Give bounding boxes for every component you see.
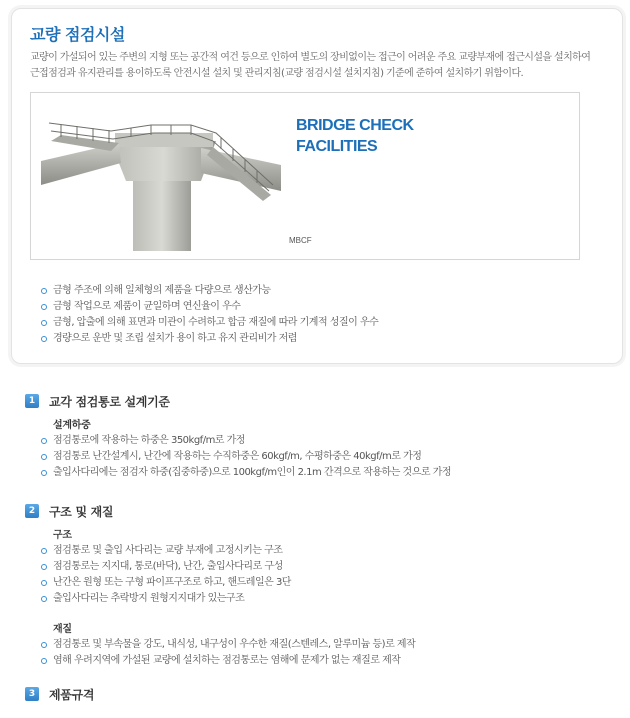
bullet-icon [41, 320, 47, 326]
bullet-icon [41, 596, 47, 602]
subsection-title-material: 재질 [53, 624, 72, 635]
list-item: 출입사다리는 추락방지 원형지지대가 있는구조 [41, 591, 291, 607]
list-item: 출입사다리에는 점검자 하중(집중하중)으로 100kgf/m인이 2.1m 간격으로 작용하는 것으로 가정 [41, 465, 451, 481]
intro-title: 교량 점검시설 [30, 25, 125, 44]
bullet-icon [41, 470, 47, 476]
section-title: 구조 및 재질 [49, 505, 114, 519]
structure-list [41, 543, 291, 607]
bullet-icon [41, 336, 47, 342]
bullet-icon [41, 288, 47, 294]
product-image-box [30, 92, 580, 260]
list-item: 금형, 압출에 의해 표면과 미관이 수려하고 합금 재질에 따라 기계적 성질이 우수 [41, 315, 378, 331]
list-item: 점검통로는 지지대, 통로(바닥), 난간, 출입사다리로 구성 [41, 559, 291, 575]
bullet-icon [41, 454, 47, 460]
bullet-icon [41, 658, 47, 664]
product-code: MBCF [289, 236, 312, 245]
subsection-title-design-load: 설계하중 [53, 420, 91, 431]
product-name: BRIDGE CHECK FACILITIES [296, 117, 414, 155]
list-item: 난간은 원형 또는 구형 파이프구조로 하고, 핸드레일은 3단 [41, 575, 291, 591]
design-load-list [41, 433, 451, 481]
list-item: 염해 우려지역에 가설된 교량에 설치하는 점검통로는 염해에 문제가 없는 재질로 제작 [41, 653, 415, 669]
bullet-icon [41, 548, 47, 554]
list-item: 금형 작업으로 제품이 균일하며 연신율이 우수 [41, 299, 378, 315]
section-number-badge: 3 [25, 687, 39, 701]
list-item: 금형 주조에 의해 일체형의 제품을 다량으로 생산가능 [41, 283, 378, 299]
list-item: 점검통로 및 부속물을 강도, 내식성, 내구성이 우수한 재질(스텐레스, 알루미늄 등)로 제작 [41, 637, 415, 653]
bullet-icon [41, 580, 47, 586]
bridge-pier-photo [41, 103, 281, 251]
material-list [41, 637, 415, 669]
section-title: 교각 점검통로 설계기준 [49, 395, 170, 409]
list-item: 점검통로에 작용하는 하중은 350kgf/m로 가정 [41, 433, 451, 449]
intro-description: 교량이 가설되어 있는 주변의 지형 또는 공간적 여건 등으로 인하여 별도의 장비없이는 접근이 어려운 주요 교량부재에 접근시설을 설치하여 근접점검과 유지관리를 용이하도록 안전시설 설치 및 관리지침(교량 점검시설 설치지침) 기준에 준하여 설치하기 위함이다. [30, 52, 591, 79]
bullet-icon [41, 304, 47, 310]
bullet-icon [41, 564, 47, 570]
bullet-icon [41, 642, 47, 648]
subsection-title-structure: 구조 [53, 530, 72, 541]
section-number-badge: 2 [25, 504, 39, 518]
section-title: 제품규격 [49, 688, 95, 702]
section-number-badge: 1 [25, 394, 39, 408]
list-item: 점검통로 및 출입 사다리는 교량 부재에 고정시키는 구조 [41, 543, 291, 559]
intro-feature-list [41, 283, 378, 347]
list-item: 점검통로 난간설계시, 난간에 작용하는 수직하중은 60kgf/m, 수평하중은 40kgf/m로 가정 [41, 449, 451, 465]
list-item: 경량으로 운반 및 조립 설치가 용이 하고 유지 관리비가 저렴 [41, 331, 378, 347]
bullet-icon [41, 438, 47, 444]
